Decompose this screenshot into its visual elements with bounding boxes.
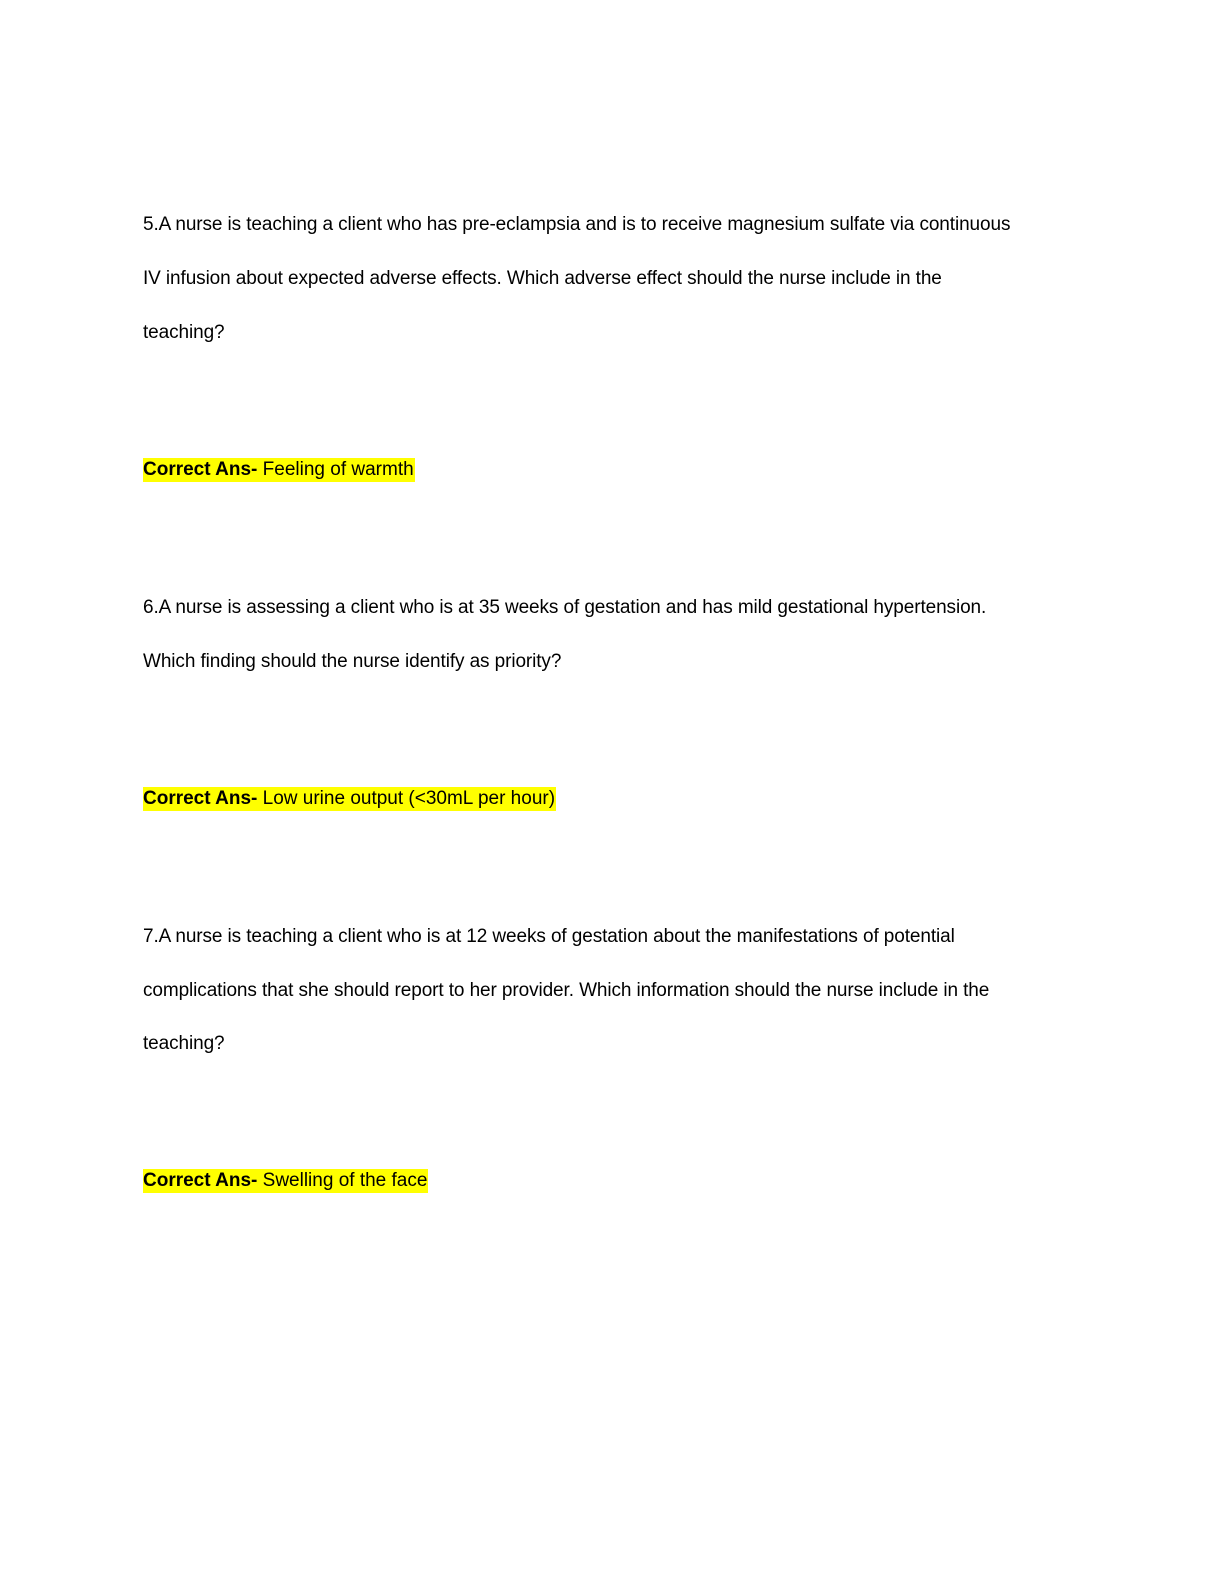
question-7-line-3: teaching? — [143, 1033, 225, 1054]
question-7-line-2: complications that she should report to her provider. Which information should the nurse include in the — [143, 980, 990, 1001]
question-5-line-1: 5.A nurse is teaching a client who has pre-eclampsia and is to receive magnesium sulfate via continuous — [143, 214, 1011, 235]
question-5-answer — [143, 458, 415, 482]
answer-text: Swelling of the face — [257, 1170, 428, 1191]
answer-text: Feeling of warmth — [257, 459, 414, 480]
question-6-line-1: 6.A nurse is assessing a client who is at 35 weeks of gestation and has mild gestational hypertension. — [143, 597, 987, 618]
answer-text: Low urine output (<30mL per hour) — [257, 788, 556, 809]
question-7-answer — [143, 1169, 428, 1193]
question-6-answer — [143, 787, 556, 811]
answer-label: Correct Ans- — [143, 459, 258, 480]
question-6-line-2: Which finding should the nurse identify as priority? — [143, 651, 562, 672]
question-5-line-3: teaching? — [143, 322, 225, 343]
answer-label: Correct Ans- — [143, 1170, 258, 1191]
question-7-line-1: 7.A nurse is teaching a client who is at 12 weeks of gestation about the manifestations of potential — [143, 926, 955, 947]
question-5-line-2: IV infusion about expected adverse effects. Which adverse effect should the nurse include in the — [143, 268, 942, 289]
answer-label: Correct Ans- — [143, 788, 258, 809]
